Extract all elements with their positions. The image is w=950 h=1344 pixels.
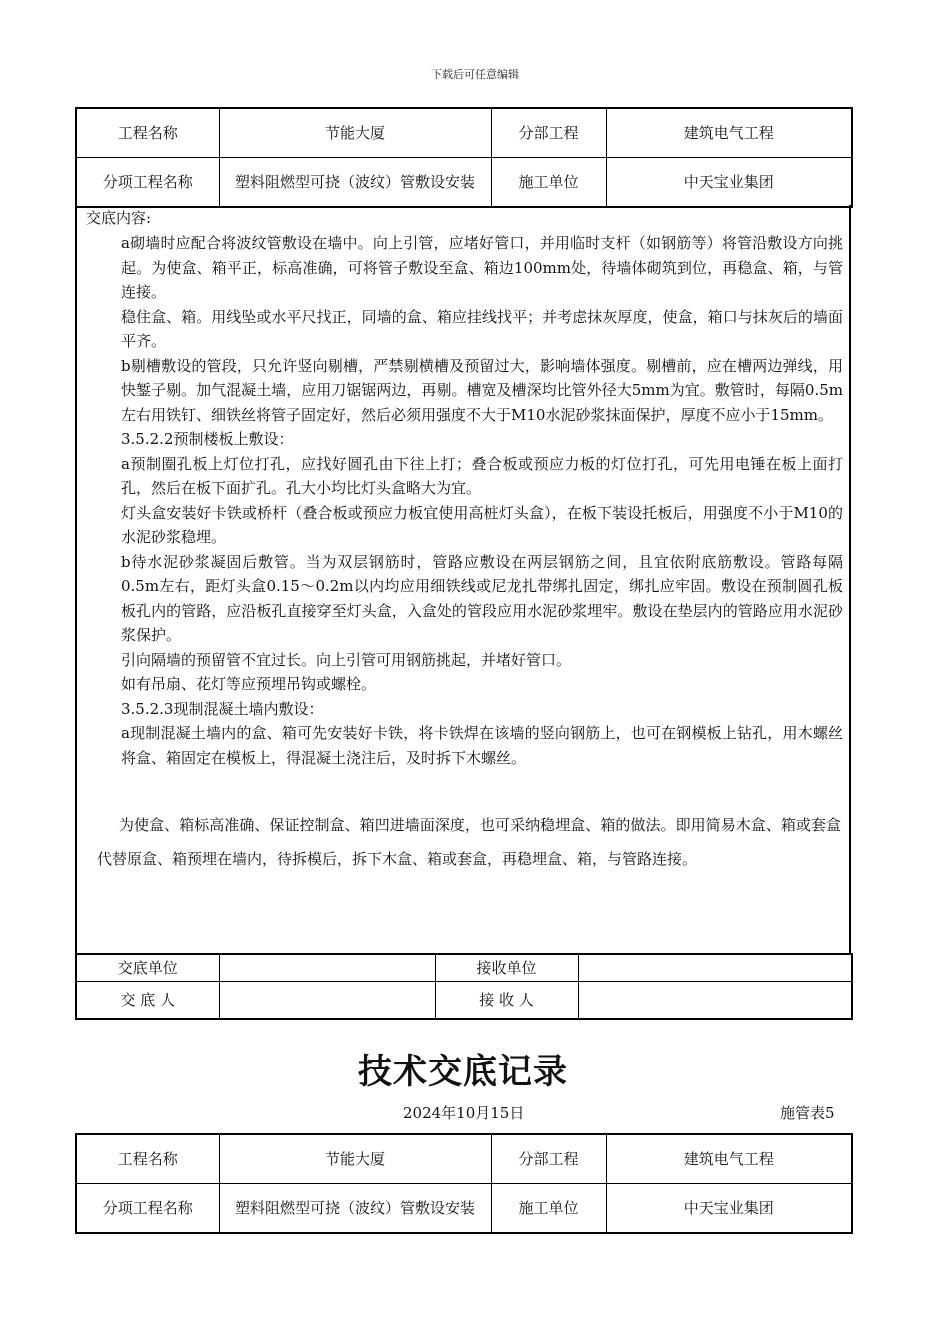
receiver-unit-field[interactable] (578, 954, 852, 982)
form-number: 施管表5 (780, 1104, 835, 1122)
paragraph: 3.5.2.2预制楼板上敷设： (121, 430, 294, 448)
paragraph: a预制圈孔板上灯位打孔，应找好圆孔由下往上打；叠合板或预应力板的灯位打孔，可先用电锤在板上面打孔，然后在板下面扩孔。孔大小均比灯头盒略大为宜。 (121, 454, 843, 497)
issuer-unit-label: 交底单位 (76, 954, 219, 982)
issuer-unit-field[interactable] (219, 954, 435, 982)
issuer-field[interactable] (219, 982, 435, 1020)
project-name-label: 工程名称 (76, 108, 219, 158)
project-name-label: 工程名称 (76, 1134, 219, 1184)
receiver-label: 接 收 人 (435, 982, 578, 1020)
header-note: 下载后可任意编辑 (431, 68, 519, 81)
contractor-value: 中天宝业集团 (606, 1184, 852, 1234)
content-paragraphs (121, 231, 843, 770)
paragraph: 如有吊扇、花灯等应预埋吊钩或螺栓。 (121, 675, 377, 693)
division-value: 建筑电气工程 (606, 108, 852, 158)
paragraph-last: 为使盒、箱标高准确、保证控制盒、箱凹进墙面深度，也可采纳稳埋盒、箱的做法。即用简易木盒、箱或套盒代替原盒、箱预埋在墙内，待拆模后，拆下木盒、箱或套盒，再稳埋盒、箱，与管路连接。 (97, 816, 841, 868)
paragraph: 引向隔墙的预留管不宜过长。向上引管可用钢筋挑起，并堵好管口。 (121, 650, 572, 669)
paragraph: 稳住盒、箱。用线坠或水平尺找正，同墙的盒、箱应挂线找平；并考虑抹灰厚度，使盒，箱口与抹灰后的墙面平齐。 (121, 307, 843, 350)
division-label: 分部工程 (491, 108, 606, 158)
division-label: 分部工程 (491, 1134, 606, 1184)
project-info-table (75, 107, 853, 208)
paragraph: 3.5.2.3现制混凝土墙内敷设： (121, 699, 324, 718)
subitem-label: 分项工程名称 (76, 1184, 219, 1234)
contractor-label: 施工单位 (491, 158, 606, 208)
page-title: 技术交底记录 (358, 1052, 568, 1092)
paragraph: a现制混凝土墙内的盒、箱可先安装好卡铁，将卡铁焊在该墙的竖向钢筋上，也可在钢模板上钻孔，用木螺丝将盒、箱固定在模板上，得混凝土浇注后，及时拆下木螺丝。 (121, 724, 843, 767)
division-value: 建筑电气工程 (606, 1134, 852, 1184)
subitem-value: 塑料阻燃型可挠（波纹）管敷设安装 (219, 158, 491, 208)
paragraph: b待水泥砂浆凝固后敷管。当为双层钢筋时，管路应敷设在两层钢筋之间，且宜依附底筋敷设。管路每隔0.5m左右，距灯头盒0.15～0.2m以内均应用细铁线或尼龙扎带绑扎固定，绑扎应牢固。敷设在预制圆孔板板孔内的管路，应沿板孔直接穿至灯头盒，入盒处的管段应用水泥砂浆埋牢。敷设在垫层内的管路应用水泥砂浆保护。 (121, 552, 843, 644)
project-info-table-2 (75, 1133, 853, 1234)
disclosure-content (75, 205, 851, 953)
subitem-label: 分项工程名称 (76, 158, 219, 208)
paragraph: a砌墙时应配合将波纹管敷设在墙中。向上引管，应堵好管口，并用临时支杆（如钢筋等）将管沿敷设方向挑起。为使盒、箱平正，标高准确，可将管子敷设至盒、箱边100mm处，待墙体砌筑到位，再稳盒、箱，与管连接。 (121, 234, 843, 301)
contractor-value: 中天宝业集团 (606, 158, 852, 208)
subitem-value: 塑料阻燃型可挠（波纹）管敷设安装 (219, 1184, 491, 1234)
issuer-label: 交 底 人 (76, 982, 219, 1020)
sign-table (75, 953, 853, 1020)
content-intro: 交底内容: (86, 209, 152, 227)
receiver-field[interactable] (578, 982, 852, 1020)
record-date: 2024年10月15日 (403, 1104, 525, 1122)
project-name-value: 节能大厦 (219, 108, 491, 158)
contractor-label: 施工单位 (491, 1184, 606, 1234)
project-name-value: 节能大厦 (219, 1134, 491, 1184)
paragraph: b剔槽敷设的管段，只允许竖向剔槽，严禁剔横槽及预留过大，影响墙体强度。剔槽前，应在槽两边弹线，用快錾子剔。加气混凝土墙，应用刀锯锯两边，再剔。槽宽及槽深均比管外径大5mm为宜。敷管时，每隔0.5m左右用铁钉、细铁丝将管子固定好，然后必须用强度不大于M10水泥砂浆抹面保护，厚度不应小于15mm。 (121, 356, 843, 424)
receiver-unit-label: 接收单位 (435, 954, 578, 982)
paragraph: 灯头盒安装好卡铁或桥杆（叠合板或预应力板宜使用高桩灯头盒），在板下装设托板后，用强度不小于M10的水泥砂浆稳埋。 (121, 503, 843, 546)
